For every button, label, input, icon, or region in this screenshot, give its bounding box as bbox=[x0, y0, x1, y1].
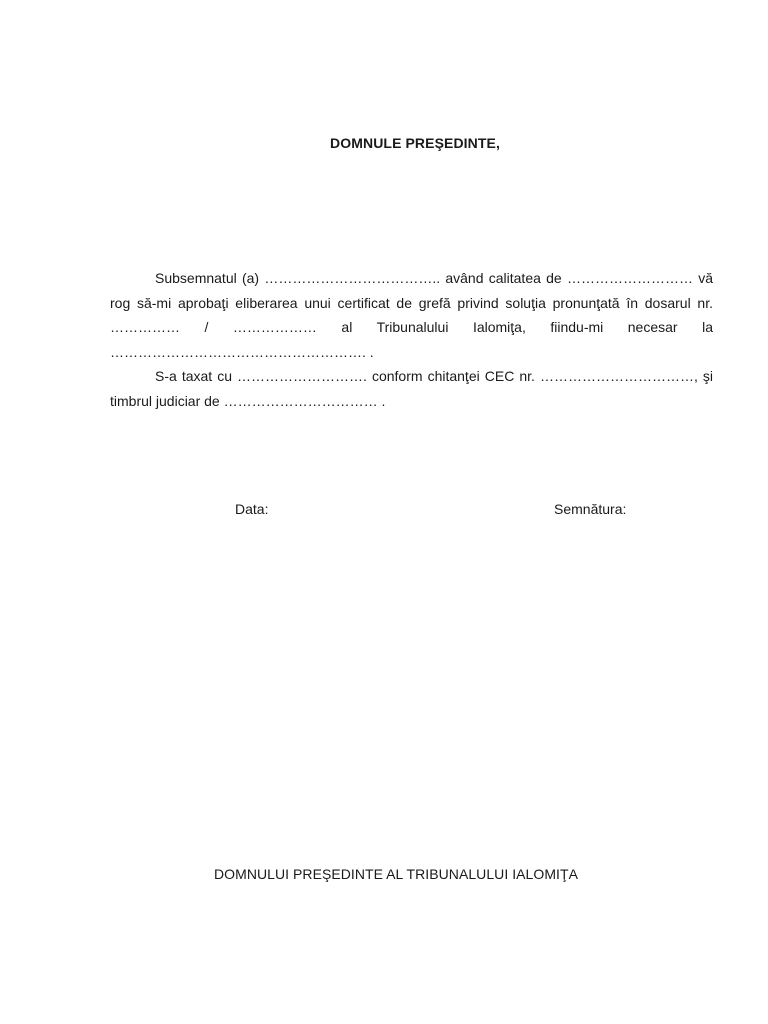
document-body bbox=[110, 266, 713, 413]
date-label: Data: bbox=[235, 501, 269, 517]
document-title: DOMNULE PREŞEDINTE, bbox=[330, 135, 500, 151]
addressee-line: DOMNULUI PREŞEDINTE AL TRIBUNALULUI IALOMIŢA bbox=[214, 866, 578, 882]
request-paragraph: Subsemnatul (a) ……………………………….. având calitatea de ……………………… vă rog să-mi aprobaţi eliberarea unui certificat de grefă privind soluţia pronunţată în dosarul nr. …………… / ……………… al Tribunalului Ialomiţa, fiindu-mi necesar la ………………………………………………. . bbox=[110, 270, 713, 360]
signature-label: Semnătura: bbox=[554, 501, 627, 517]
fee-paragraph: S-a taxat cu ………………………. conform chitanţei CEC nr. ……………………………, şi timbrul judiciar de …………………………… . bbox=[110, 368, 713, 409]
